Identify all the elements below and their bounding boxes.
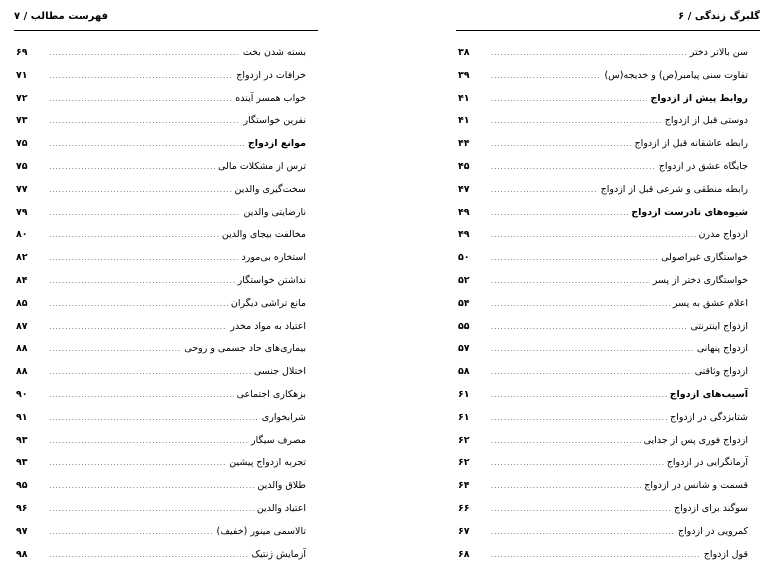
toc-entry-title: اعلام عشق به پسر (672, 297, 748, 309)
dot-leader (49, 293, 228, 316)
toc-entry[interactable] (458, 247, 748, 270)
dot-leader (491, 179, 598, 202)
dot-leader (491, 202, 628, 225)
dot-leader (491, 110, 662, 133)
toc-page-number: ۹۱ (16, 411, 28, 423)
dot-leader (49, 521, 214, 544)
toc-entry[interactable] (16, 361, 306, 384)
toc-entry-title: طلاق والدین (257, 480, 306, 492)
running-header (14, 4, 318, 30)
toc-entry[interactable] (458, 224, 748, 247)
dot-leader (49, 88, 232, 111)
toc-entry[interactable] (458, 42, 748, 65)
dot-leader (491, 316, 687, 339)
toc-page-number: ۸۴ (16, 274, 28, 286)
toc-entry-title: نداشتن خواستگار (237, 274, 306, 286)
toc-entry[interactable] (16, 247, 306, 270)
toc-entry-title: ازدواج مدرن (698, 229, 748, 241)
running-header-text: فهرست مطالب / ۷ (14, 11, 109, 22)
toc-entry-title: تالاسمی مینور (خفیف) (216, 525, 306, 537)
toc-page-number: ۷۱ (16, 69, 28, 81)
toc-page-number: ۹۳ (16, 434, 28, 446)
toc-page-number: ۷۵ (16, 160, 28, 172)
dot-leader (491, 247, 658, 270)
toc-entry-title: اعتیاد به مواد مخدر (230, 320, 306, 332)
toc-entry-title: ازدواج پنهانی (696, 343, 748, 355)
toc-page-number: ۶۷ (458, 525, 470, 537)
toc-entry[interactable] (16, 384, 306, 407)
toc-entry[interactable] (458, 452, 748, 475)
toc-page-number: ۵۴ (458, 297, 470, 309)
toc-entry-title: سخت‌گیری والدین (234, 183, 306, 195)
toc-entry[interactable] (16, 498, 306, 521)
running-header-text: ۶ / گلبرگ زندگی (678, 11, 760, 22)
toc-entry-title: کمرویی در ازدواج (677, 525, 748, 537)
dot-leader (491, 407, 667, 430)
toc-page-number: ۳۹ (458, 69, 470, 81)
dot-leader (49, 202, 240, 225)
toc-entry-title: مانع تراشی دیگران (230, 297, 306, 309)
toc-entry[interactable] (458, 361, 748, 384)
dot-leader (491, 156, 656, 179)
toc-page-number: ۷۷ (16, 183, 28, 195)
toc-page-number: ۷۹ (16, 206, 28, 218)
toc-page-number: ۷۳ (16, 115, 28, 127)
toc-page-number: ۵۵ (458, 320, 470, 332)
dot-leader (491, 521, 675, 544)
toc-page-number: ۸۲ (16, 252, 28, 264)
dot-leader (491, 42, 687, 65)
toc-entry-title: ازدواج اینترنتی (690, 320, 748, 332)
toc-page-number: ۹۷ (16, 525, 28, 537)
toc-entry-title: بسته شدن بخت (242, 47, 306, 58)
toc-entry-title: استخاره بی‌مورد (241, 252, 306, 264)
dot-leader (49, 452, 226, 475)
toc-entry-title: اعتیاد والدین (256, 502, 306, 514)
toc-page-number: ۹۶ (16, 502, 28, 514)
toc-entry-title: اختلال جنسی (253, 366, 306, 378)
toc-entry-title: قسمت و شانس در ازدواج (644, 480, 748, 492)
toc-entry[interactable] (458, 338, 748, 361)
toc-entry-title: بزهکاری اجتماعی (236, 388, 306, 400)
toc-entry-title: دوستی قبل از ازدواج (664, 115, 748, 127)
table-of-contents (16, 42, 306, 566)
toc-entry[interactable] (16, 293, 306, 316)
toc-entry-title: آرمانگرایی در ازدواج (666, 457, 748, 469)
toc-page-number: ۹۳ (16, 457, 28, 469)
dot-leader (491, 452, 664, 475)
toc-page-number: ۴۴ (458, 138, 470, 150)
header-rule (456, 30, 760, 31)
toc-page-number: ۴۱ (458, 92, 470, 104)
toc-entry-title: تفاوت سنی پیامبر(ص) و خدیجه(س) (604, 69, 748, 81)
dot-leader (491, 361, 692, 384)
toc-entry[interactable] (16, 202, 306, 225)
dot-leader (49, 42, 240, 65)
toc-entry-title: رابطه عاشقانه قبل از ازدواج (634, 138, 748, 150)
toc-page-number: ۸۸ (16, 343, 28, 355)
toc-entry-title: خرافات در ازدواج (236, 69, 306, 81)
toc-page-number: ۶۱ (458, 411, 470, 423)
toc-entry[interactable] (16, 110, 306, 133)
toc-entry-title: خواستگاری غیراصولی (661, 252, 748, 264)
toc-entry-title: تجربه ازدواج پیشین (229, 457, 306, 469)
dot-leader (49, 270, 235, 293)
toc-page-number: ۴۱ (458, 115, 470, 127)
toc-entry[interactable] (16, 179, 306, 202)
toc-page-number: ۶۸ (458, 548, 470, 560)
toc-page-number: ۶۴ (458, 480, 470, 492)
toc-page-number: ۸۰ (16, 229, 28, 241)
toc-section-entry[interactable] (458, 202, 748, 225)
dot-leader (49, 179, 232, 202)
toc-entry-title: خواب همسر آینده (235, 92, 306, 104)
toc-page-number: ۴۵ (458, 160, 470, 172)
toc-entry[interactable] (16, 42, 306, 65)
toc-page-number: ۶۹ (16, 47, 28, 58)
toc-page-number: ۶۱ (458, 388, 470, 400)
dot-leader (49, 430, 248, 453)
dot-leader (49, 224, 219, 247)
dot-leader (49, 361, 251, 384)
dot-leader (49, 65, 233, 88)
running-header (456, 4, 760, 30)
toc-page-number: ۷۲ (16, 92, 28, 104)
toc-entry-title: موانع ازدواج (247, 138, 306, 150)
toc-entry[interactable] (16, 65, 306, 88)
toc-entry[interactable] (458, 156, 748, 179)
toc-entry[interactable] (458, 498, 748, 521)
toc-entry-title: آزمایش ژنتیک (251, 548, 306, 560)
toc-page-number: ۶۲ (458, 457, 470, 469)
toc-page-number: ۴۷ (458, 183, 470, 195)
dot-leader (491, 475, 641, 498)
toc-entry[interactable] (458, 293, 748, 316)
toc-entry[interactable] (458, 544, 748, 567)
toc-entry[interactable] (458, 65, 748, 88)
dot-leader (49, 475, 254, 498)
toc-entry[interactable] (16, 521, 306, 544)
dot-leader (491, 88, 647, 111)
dot-leader (491, 133, 632, 156)
toc-page-number: ۹۰ (16, 388, 28, 400)
toc-page-number: ۸۵ (16, 297, 28, 309)
toc-entry-title: ازدواج وثاقتی (694, 366, 748, 378)
toc-entry[interactable] (16, 475, 306, 498)
toc-entry-title: مصرف سیگار (251, 434, 306, 446)
toc-entry[interactable] (16, 452, 306, 475)
dot-leader (491, 293, 670, 316)
dot-leader (491, 224, 696, 247)
toc-entry-title: آسیب‌های ازدواج (669, 388, 748, 400)
dot-leader (49, 247, 239, 270)
dot-leader (49, 384, 234, 407)
toc-entry-title: سن بالاتر دختر (689, 47, 748, 58)
toc-page-number: ۵۰ (458, 252, 470, 264)
dot-leader (491, 65, 601, 88)
toc-entry-title: جایگاه عشق در ازدواج (658, 160, 748, 172)
toc-entry-title: مخالفت بیجای والدین (221, 229, 306, 241)
toc-entry[interactable] (458, 521, 748, 544)
toc-entry-title: شرابخواری (261, 411, 306, 423)
toc-entry-title: شتابزدگی در ازدواج (670, 411, 748, 423)
toc-entry-title: نارضایتی والدین (243, 206, 306, 218)
toc-entry[interactable] (16, 88, 306, 111)
dot-leader (49, 338, 181, 361)
toc-entry[interactable] (16, 156, 306, 179)
toc-page-number: ۵۲ (458, 274, 470, 286)
toc-page-number: ۴۹ (458, 206, 470, 218)
toc-entry[interactable] (458, 430, 748, 453)
header-rule (14, 30, 318, 31)
right-page (384, 0, 767, 568)
dot-leader (49, 156, 215, 179)
toc-entry-title: رابطه منطقی و شرعی قبل از ازدواج (600, 183, 748, 195)
dot-leader (491, 338, 694, 361)
toc-section-entry[interactable] (16, 133, 306, 156)
dot-leader (49, 316, 227, 339)
toc-page-number: ۸۷ (16, 320, 28, 332)
toc-page-number: ۹۵ (16, 480, 28, 492)
dot-leader (491, 270, 650, 293)
dot-leader (491, 498, 671, 521)
toc-section-entry[interactable] (458, 88, 748, 111)
toc-entry-title: روابط پیش از ازدواج (650, 92, 748, 104)
dot-leader (49, 110, 240, 133)
toc-section-entry[interactable] (458, 384, 748, 407)
toc-entry[interactable] (458, 133, 748, 156)
toc-entry[interactable] (16, 544, 306, 567)
toc-entry[interactable] (458, 316, 748, 339)
toc-page-number: ۵۸ (458, 366, 470, 378)
toc-page-number: ۸۸ (16, 366, 28, 378)
dot-leader (49, 498, 254, 521)
toc-page-number: ۷۵ (16, 138, 28, 150)
table-of-contents (458, 42, 748, 566)
left-page (0, 0, 383, 568)
toc-entry[interactable] (16, 338, 306, 361)
dot-leader (49, 133, 245, 156)
toc-entry-title: ازدواج فوری پس از جدایی (643, 434, 748, 446)
toc-entry[interactable] (458, 270, 748, 293)
toc-entry[interactable] (16, 407, 306, 430)
toc-page-number: ۴۹ (458, 229, 470, 241)
toc-entry-title: سوگند برای ازدواج (673, 502, 748, 514)
toc-entry-title: خواستگاری دختر از پسر (652, 274, 748, 286)
dot-leader (49, 407, 259, 430)
toc-entry[interactable] (458, 110, 748, 133)
toc-entry[interactable] (16, 224, 306, 247)
toc-entry-title: نفرین خواستگار (243, 115, 306, 127)
dot-leader (491, 430, 641, 453)
toc-page-number: ۹۸ (16, 548, 28, 560)
toc-page-number: ۵۷ (458, 343, 470, 355)
dot-leader (49, 544, 249, 567)
dot-leader (491, 544, 701, 567)
toc-entry-title: ترس از مشکلات مالی (218, 160, 306, 172)
toc-page-number: ۳۸ (458, 47, 470, 58)
toc-entry[interactable] (458, 475, 748, 498)
dot-leader (491, 384, 667, 407)
toc-page-number: ۶۲ (458, 434, 470, 446)
toc-entry[interactable] (458, 179, 748, 202)
toc-entry-title: بیماری‌های حاد جسمی و روحی (184, 343, 306, 355)
toc-page-number: ۶۶ (458, 502, 470, 514)
toc-entry-title: قول ازدواج (703, 548, 748, 560)
toc-entry[interactable] (16, 316, 306, 339)
toc-entry[interactable] (458, 407, 748, 430)
toc-entry[interactable] (16, 270, 306, 293)
toc-entry-title: شیوه‌های نادرست ازدواج (631, 206, 748, 218)
toc-entry[interactable] (16, 430, 306, 453)
